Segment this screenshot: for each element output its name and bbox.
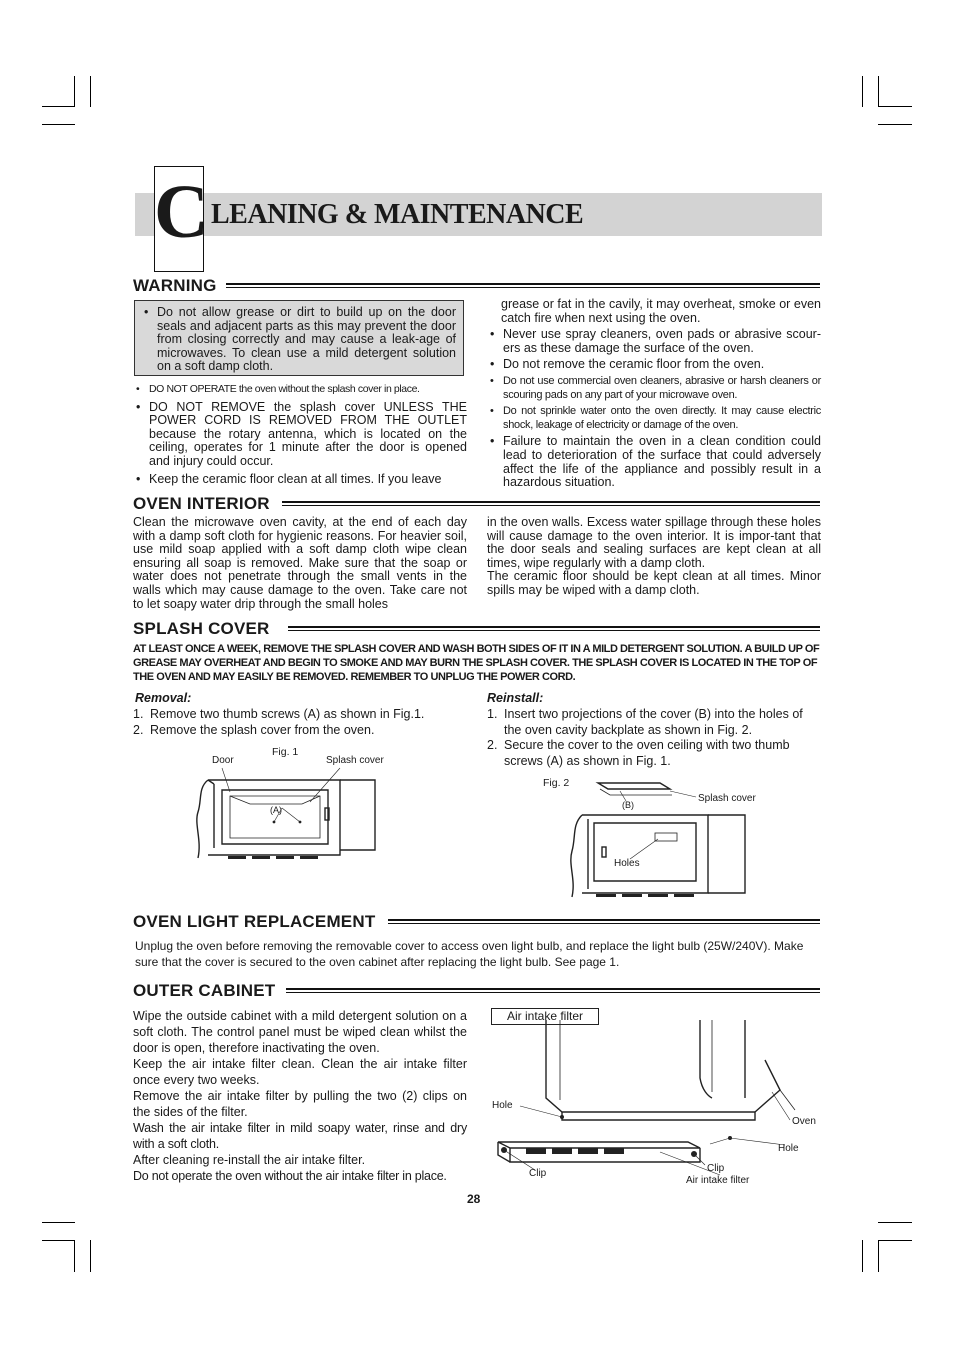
outer-cabinet-paragraph: Do not operate the oven without the air intake filter in place. [133,1169,447,1183]
page-number: 28 [467,1192,481,1206]
removal-caption: Removal: [135,691,192,705]
warning-item: • Do not remove the ceramic floor from the oven. [487,358,821,372]
header-big-letter: C [154,170,209,254]
oven-interior-rule [282,501,820,506]
air-filter-drawing [490,1020,820,1190]
warning-item: • Do not allow grease or dirt to build up on the door seals and adjacent parts as this may prevent the door from closing correctly and may cause a leak-age of microwaves. To clean use a mild detergent solution on a soft damp cloth. [141,306,456,374]
outer-cabinet-paragraph: Remove the air intake filter by pulling the two (2) clips on the sides of the filter. [133,1089,467,1119]
fig-clip-left-label: Clip [529,1168,547,1179]
warning-boxed-item [134,300,464,376]
warning-title: WARNING [133,276,217,295]
outer-cabinet-rule [286,988,820,993]
reinstall-step: 1. Insert two projections of the cover (B) into the holes of the oven cavity backplate as shown in Fig. 2. [487,707,803,737]
page-title: LEANING & MAINTENANCE [211,199,584,230]
warning-item: • DO NOT OPERATE the oven without the splash cover in place. [133,383,467,397]
fig1-caption: Fig. 1 [272,746,299,758]
outer-cabinet-paragraph: Wipe the outside cabinet with a mild detergent solution on a soft cloth. The control panel must be wiped clean whilst the door is open, therefore inactivating the oven. [133,1009,467,1055]
removal-step: 2. Remove the splash cover from the oven. [133,722,375,737]
oven-light-title: OVEN LIGHT REPLACEMENT [133,912,376,931]
fig-oven-label: Oven [792,1116,816,1127]
outer-cabinet-text [133,1008,467,1184]
splash-cover-rule [288,626,820,631]
fig1-a-label: (A) [270,805,282,815]
fig-hole-right-label: Hole [778,1143,799,1154]
oven-light-text: Unplug the oven before removing the removable cover to access oven light bulb, and replace the light bulb (25W/240V). Make sure that the cover is secured to the oven cabinet after replacing the light bulb. See page 1. [135,939,804,969]
fig2-holes-label: Holes [614,858,640,869]
outer-cabinet-paragraph: Keep the air intake filter clean. Clean the air intake filter once every two weeks. [133,1057,467,1087]
outer-cabinet-paragraph: Wash the air intake filter in mild soapy water, rinse and dry with a soft cloth. [133,1121,467,1151]
warning-item: • Failure to maintain the oven in a clean condition could lead to deterioration of the surface that could adversely affect the life of the appliance and possibly result in a hazardous situation. [487,435,821,489]
removal-step: 1. Remove two thumb screws (A) as shown in Fig.1. [133,707,425,721]
warning-left-list [133,383,467,489]
splash-cover-notice: AT LEAST ONCE A WEEK, REMOVE THE SPLASH COVER AND WASH BOTH SIDES OF IT IN A MILD DETERGENT SOLUTION. A BUILD UP OF GREASE MAY OVERHEAT AND BEGIN TO SMOKE AND MAY BURN THE SPLASH COVER. THE SPLASH COVER IS LOCATED IN THE TOP OF THE OVEN AND MAY EASILY BE REMOVED. REMEMBER TO UNPLUG THE POWER CORD. [133,643,820,683]
air-filter-illustration [490,1020,820,1190]
fig2-caption: Fig. 2 [543,777,570,789]
fig2-splash-label: Splash cover [698,793,756,804]
warning-item: • Do not sprinkle water onto the oven directly. It may cause electric shock, leakage of electricity or damage of the oven. [487,405,821,432]
warning-item: • Keep the ceramic floor clean at all times. If you leave [133,473,467,487]
oven-interior-right-text: in the oven walls. Excess water spillage through these holes will cause damage to the oven interior. It is impor-tant that the door seals and sealing surfaces are kept clean at all times, wipe regularly with a damp cloth. [487,515,821,570]
splash-cover-title: SPLASH COVER [133,619,270,638]
warning-item: • Do not use commercial oven cleaners, abrasive or harsh cleaners or scouring pads on any part of your microwave oven. [487,375,821,402]
fig1-door-label: Door [212,755,234,766]
fig1-splash-label: Splash cover [326,755,384,766]
outer-cabinet-paragraph: After cleaning re-install the air intake filter. [133,1153,366,1167]
oven-interior-left-text: Clean the microwave oven cavity, at the end of each day with a damp soft cloth for hygienic reasons. For heavier soil, use mild soap applied with a soft damp cloth wipe clean ensuring all soap is removed. Make sure that the soap or water does not penetrate through the small vents in the walls which may cause damage to the oven. Take care not to let soapy water drip through the small holes [133,515,467,611]
fig2-b-label: (B) [622,800,634,810]
air-filter-box-label: Air intake filter [491,1008,599,1025]
fig-filter-label: Air intake filter [686,1175,750,1186]
removal-steps [133,707,467,738]
warning-item: • Never use spray cleaners, oven pads or abrasive scour-ers as these damage the surface of the oven. [487,328,821,355]
fig-hole-left-label: Hole [492,1100,513,1111]
warning-right-column [487,298,821,493]
warning-item: • DO NOT REMOVE the splash cover UNLESS THE POWER CORD IS REMOVED FROM THE OUTLET because the rotary antenna, which is located on the ceiling, operates for 1 minute after the door is opened and injury could occur. [133,401,467,469]
oven-interior-right-column [487,516,821,598]
oven-light-rule [388,919,820,924]
reinstall-caption: Reinstall: [487,691,544,705]
reinstall-step: 2. Secure the cover to the oven ceiling with two thumb screws (A) as shown in Fig. 1. [487,738,790,768]
warning-continuation: grease or fat in the cavily, it may overheat, smoke or even catch fire when next using the oven. [501,297,821,325]
warning-rule [226,283,820,288]
oven-interior-right-text-2: The ceramic floor should be kept clean at all times. Minor spills may be wiped with a damp cloth. [487,569,821,597]
outer-cabinet-title: OUTER CABINET [133,981,276,1000]
fig-clip-right-label: Clip [707,1163,725,1174]
oven-interior-title: OVEN INTERIOR [133,494,270,513]
reinstall-steps [487,707,821,769]
